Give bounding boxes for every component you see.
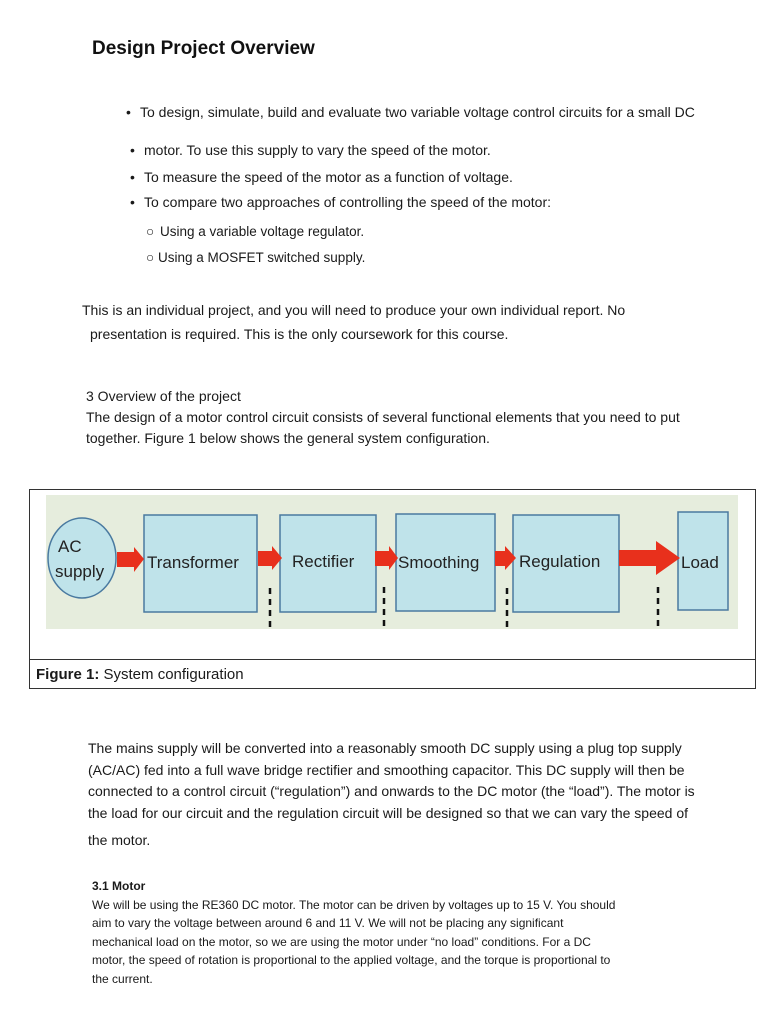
ac-supply-label: AC <box>58 537 82 556</box>
section-line: together. Figure 1 below shows the general system configuration. <box>86 430 490 446</box>
subbullet-item: ○ Using a variable voltage regulator. <box>146 224 365 239</box>
bullet-text: To compare two approaches of controlling the speed of the motor: <box>144 194 552 210</box>
section-line: aim to vary the voltage between around 6 and 11 V. We will not be placing any significant <box>92 916 564 930</box>
bullet-item: • motor. To use this supply to vary the speed of the motor. <box>130 142 491 158</box>
page-title: Design Project Overview <box>92 38 315 59</box>
paragraph-line: connected to a control circuit (“regulation”) and onwards to the DC motor (the “load”). The motor is <box>88 783 695 799</box>
ac-supply-circle <box>48 518 116 598</box>
subbullet-item: ○ Using a MOSFET switched supply. <box>146 250 366 265</box>
bullet-text: To measure the speed of the motor as a function of voltage. <box>144 169 513 185</box>
individual-project-paragraph <box>82 298 722 346</box>
bullet-text: To design, simulate, build and evaluate two variable voltage control circuits for a small DC <box>140 104 695 120</box>
figure-caption-label: Figure 1: <box>36 666 100 683</box>
section-line: mechanical load on the motor, so we are using the motor under “no load” conditions. For a DC <box>92 934 591 949</box>
system-configuration-diagram <box>46 495 738 629</box>
paragraph-line: the load for our circuit and the regulation circuit will be designed so that we can vary the speed of <box>88 804 689 821</box>
section-line: The design of a motor control circuit consists of several functional elements that you need to put <box>86 409 680 425</box>
bullet-text: motor. To use this supply to vary the speed of the motor. <box>144 142 491 158</box>
ac-supply-label: supply <box>55 562 105 581</box>
block-label-rectifier: Rectifier <box>292 552 355 571</box>
figure-caption <box>36 666 244 683</box>
section-line: We will be using the RE360 DC motor. The motor can be driven by voltages up to 15 V. You should <box>92 897 616 912</box>
paragraph-line: (AC/AC) fed into a full wave bridge rectifier and smoothing capacitor. This DC supply will then be <box>88 761 685 778</box>
paragraph-line: presentation is required. This is the only coursework for this course. <box>90 326 509 342</box>
section-heading: 3 Overview of the project <box>86 388 241 404</box>
section-line: motor, the speed of rotation is proportional to the applied voltage, and the torque is proportional to <box>92 953 611 967</box>
block-label-regulation: Regulation <box>519 552 601 571</box>
bullet-item: • To design, simulate, build and evaluate two variable voltage control circuits for a small DC <box>126 104 695 120</box>
section-heading: 3.1 Motor <box>92 879 146 893</box>
block-label-smoothing: Smoothing <box>398 553 480 572</box>
bullet-item: • To compare two approaches of controlling the speed of the motor: <box>130 194 552 210</box>
figure-caption-text: System configuration <box>99 666 244 683</box>
paragraph-line: This is an individual project, and you will need to produce your own individual report. No <box>82 302 626 318</box>
block-label-transformer: Transformer <box>147 553 239 572</box>
paragraph-line: the motor. <box>88 832 151 848</box>
mains-supply-paragraph <box>88 738 743 852</box>
subbullet-text: Using a MOSFET switched supply. <box>158 250 366 265</box>
paragraph-line: The mains supply will be converted into a reasonably smooth DC supply using a plug top supply <box>88 740 682 756</box>
section-3-1 <box>92 877 692 988</box>
section-3 <box>86 386 736 449</box>
subbullet-text: Using a variable voltage regulator. <box>160 224 365 239</box>
bullet-item: • To measure the speed of the motor as a function of voltage. <box>130 169 513 185</box>
block-label-load: Load <box>681 553 719 572</box>
section-line: the current. <box>92 971 153 986</box>
figure-caption-row <box>29 659 756 690</box>
